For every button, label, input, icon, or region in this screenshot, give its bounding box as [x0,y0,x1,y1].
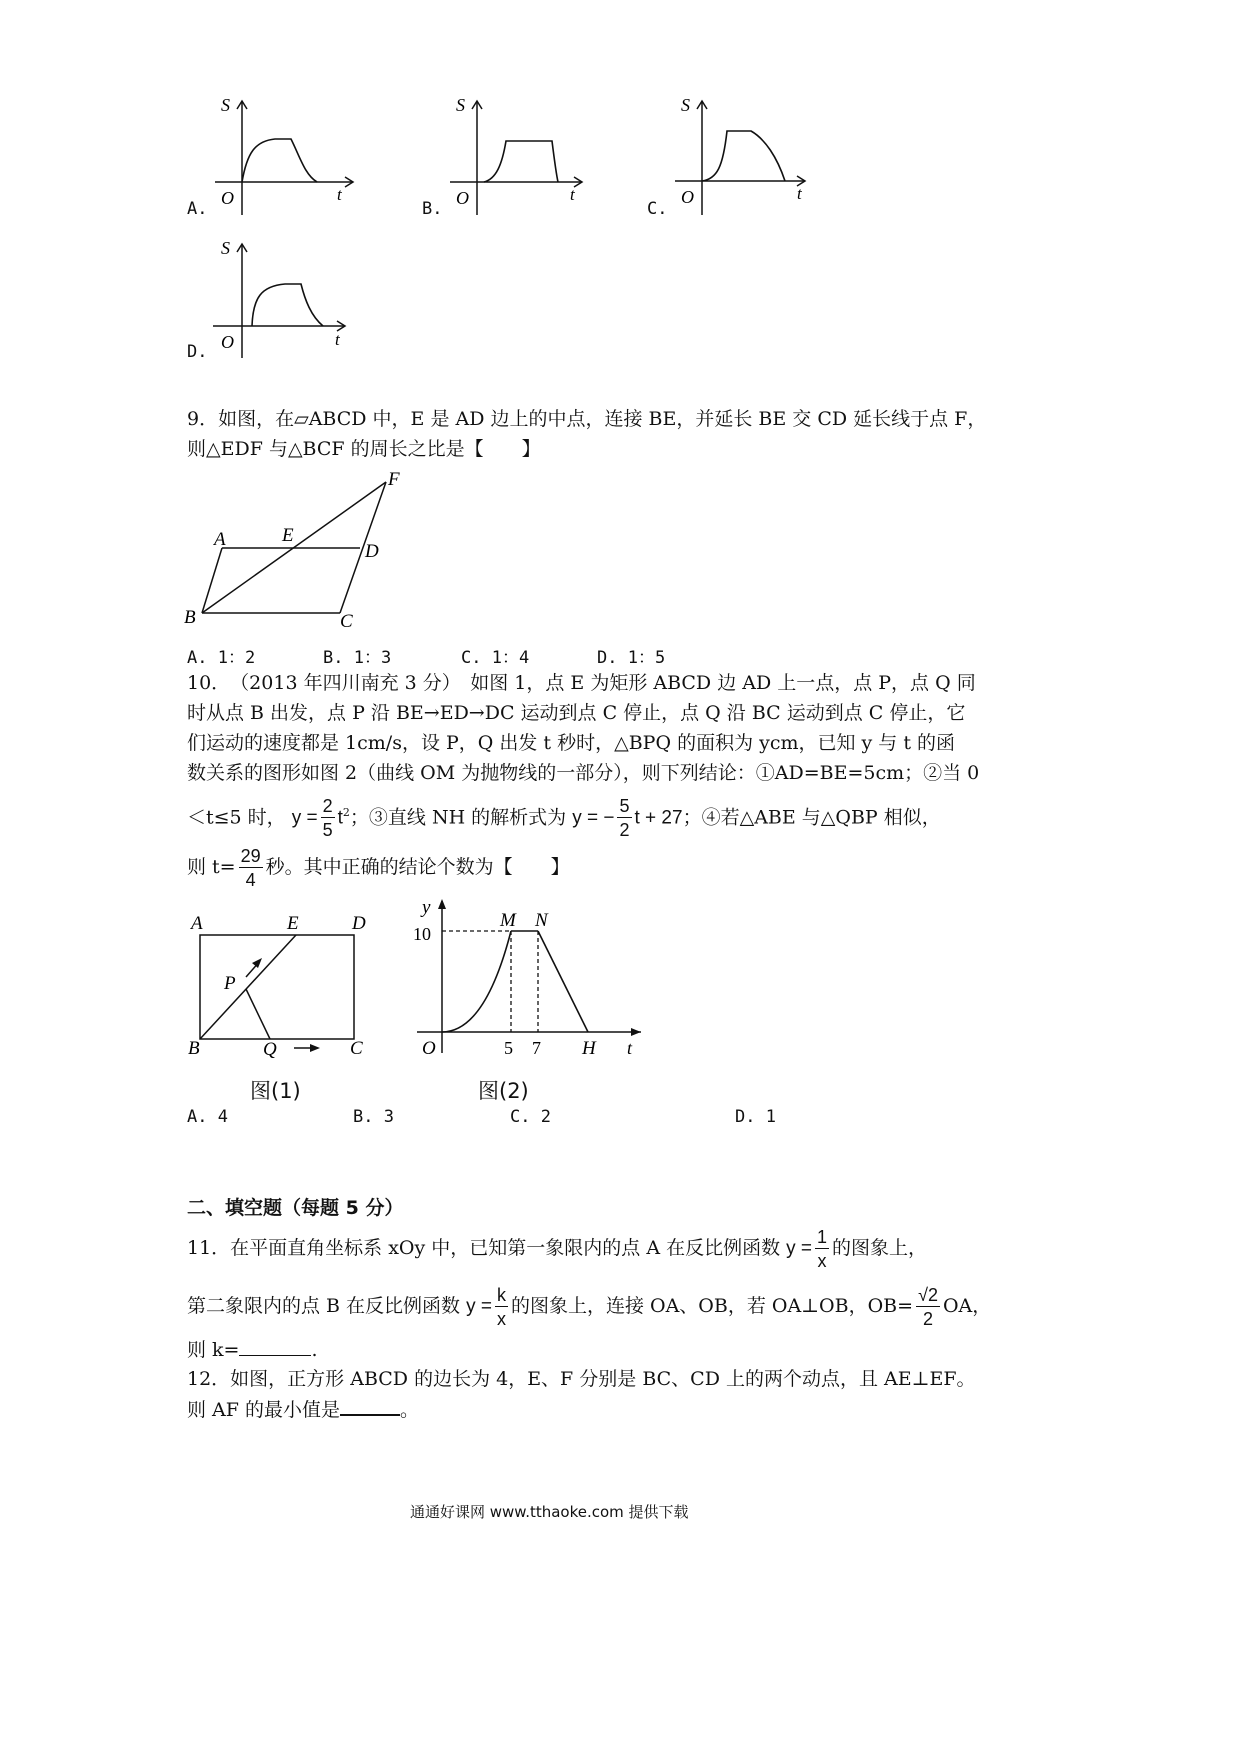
denominator: 5 [322,820,333,841]
q11-l3-b: . [311,1339,318,1361]
option-a-label: A. [187,199,208,219]
q11-line-1 [187,1225,927,1272]
q9-option-b: B. 1：3 [323,648,392,668]
point-h: H [582,1038,596,1059]
q8-graph-b [440,95,590,245]
q10-l6-a: 则 t= [187,856,236,878]
q12-line-2 [187,1396,419,1423]
tick-5: 5 [504,1038,513,1058]
q9-line-1: 9．如图，在▱ABCD 中，E 是 AD 边上的中点，连接 BE，并延长 BE 交 CD 延长线于点 F， [187,408,987,430]
q12-l2-b: 。 [399,1399,419,1421]
denominator: x [496,1309,506,1329]
q10-line-1: 10． （2013 年四川南充 3 分） 如图 1，点 E 为矩形 ABCD 边 AD 上一点，点 P，点 Q 同 [187,672,976,694]
denominator: 2 [923,1309,934,1329]
q10-option-c: C. 2 [510,1107,551,1127]
origin-label: O [221,332,234,352]
answer-blank-k[interactable] [239,1337,311,1356]
vertex-d: D [365,541,379,562]
numerator: √2 [918,1285,938,1305]
q8-graph-d [205,238,355,388]
vertex-b: B [188,1038,200,1059]
q8-graph-c [665,95,815,245]
vertex-c: C [350,1038,363,1059]
origin-label: O [456,188,469,208]
axis-s-label: S [221,95,230,115]
axis-s-label: S [681,95,690,115]
q10-line-2: 时从点 B 出发，点 P 沿 BE→ED→DC 运动到点 C 停止，点 Q 沿 BC 运动到点 C 停止，它 [187,702,966,724]
q10-line-5 [187,790,941,841]
axis-s-label: S [456,95,465,115]
numerator: k [496,1285,506,1305]
point-n: N [535,910,548,931]
q11-line-2 [187,1283,991,1330]
q10-l5-b: y = [291,807,318,829]
denominator: 2 [619,820,630,841]
q9-option-a: A. 1：2 [187,648,256,668]
origin-label: O [681,187,694,207]
q10-figure-2-graph [405,893,655,1068]
point-p: P [224,973,236,994]
q11-l2-a: 第二象限内的点 B 在反比例函数 [187,1295,461,1317]
fraction-1-x [815,1228,829,1270]
q11-l1-a: 11．在平面直角坐标系 xOy 中，已知第一象限内的点 A 在反比例函数 [187,1237,781,1259]
q12-l2-a: 则 AF 的最小值是 [187,1399,340,1421]
fraction-5-2 [617,797,631,839]
axis-t-label: t [627,1038,633,1058]
fraction-2-5 [321,797,335,839]
option-c-label: C. [647,199,668,219]
q10-l6-b: 秒。其中正确的结论个数为【 】 [265,856,570,878]
q10-l5-a: ＜t≤5 时， [187,806,286,829]
q10-l5-e: y = − [572,807,615,829]
fraction-sqrt2-2 [916,1286,940,1328]
q10-l5-g: ；④若△ABE 与△QBP 相似， [682,806,941,829]
q11-line-3 [187,1337,318,1363]
vertex-c: C [340,611,353,632]
q9-parallelogram-figure [180,465,420,635]
q10-option-d: D. 1 [735,1107,776,1127]
option-d-label: D. [187,342,208,362]
figure-2-caption: 图(2) [478,1079,529,1103]
tick-10: 10 [413,924,431,944]
q10-l5-d: ；③直线 NH 的解析式为 [349,806,567,829]
vertex-b: B [184,607,196,628]
vertex-e: E [282,525,294,546]
q10-line-4: 数关系的图形如图 2（曲线 OM 为抛物线的一部分），则下列结论：①AD=BE=5cm；②当 0 [187,762,980,784]
axis-s-label: S [221,238,230,258]
q10-line-6 [187,844,570,890]
q10-line-3: 们运动的速度都是 1cm/s，设 P，Q 出发 t 秒时，△BPQ 的面积为 ycm，已知 y 与 t 的函 [187,732,956,754]
q9-option-d: D. 1：5 [597,648,666,668]
numerator: 2 [322,796,333,817]
q11-l1-c: 的图象上， [832,1237,928,1259]
numerator: 29 [240,846,261,866]
point-q: Q [263,1039,277,1060]
q9-line-2: 则△EDF 与△BCF 的周长之比是【 】 [187,438,541,460]
section-title: 二、填空题（每题 5 分） [187,1197,404,1219]
q10-l5-f: t + 27 [634,807,683,829]
vertex-e: E [287,913,299,934]
numerator: 1 [817,1227,828,1247]
denominator: x [817,1251,827,1271]
q10-option-b: B. 3 [353,1107,394,1127]
exponent: 2 [342,806,350,819]
vertex-f: F [388,469,400,490]
q11-l2-d: OA， [942,1295,992,1317]
axis-t-label: t [797,184,802,203]
footer-text: 通通好课网 www.tthaoke.com 提供下载 [410,1503,689,1521]
option-b-label: B. [422,199,443,219]
q12-line-1: 12．如图，正方形 ABCD 的边长为 4，E、F 分别是 BC、CD 上的两个动点，且 AE⊥EF。 [187,1368,976,1390]
axis-t-label: t [337,185,342,204]
axis-t-label: t [335,330,340,349]
fraction-k-x [495,1286,508,1328]
q9-option-c: C. 1：4 [461,648,530,668]
q11-l2-b: y = [466,1296,492,1317]
numerator: 5 [619,796,630,817]
figure-1-caption: 图(1) [250,1079,301,1103]
q11-l2-c: 的图象上，连接 OA、OB，若 OA⊥OB，OB= [510,1295,914,1317]
q10-l5-c: t [337,807,343,829]
fraction-29-4 [239,847,263,889]
axis-y-label: y [422,897,431,918]
origin-label: O [422,1038,436,1059]
tick-7: 7 [532,1038,541,1058]
q10-option-a: A. 4 [187,1107,228,1127]
q11-l3-a: 则 k= [187,1339,240,1361]
q8-graph-a [205,95,355,245]
point-m: M [500,910,516,931]
vertex-a: A [191,913,203,934]
origin-label: O [221,188,234,208]
q11-l1-b: y = [786,1238,813,1259]
denominator: 4 [245,870,256,890]
vertex-d: D [352,913,366,934]
vertex-a: A [214,529,226,550]
answer-blank-af[interactable] [340,1396,400,1416]
axis-t-label: t [570,185,575,204]
